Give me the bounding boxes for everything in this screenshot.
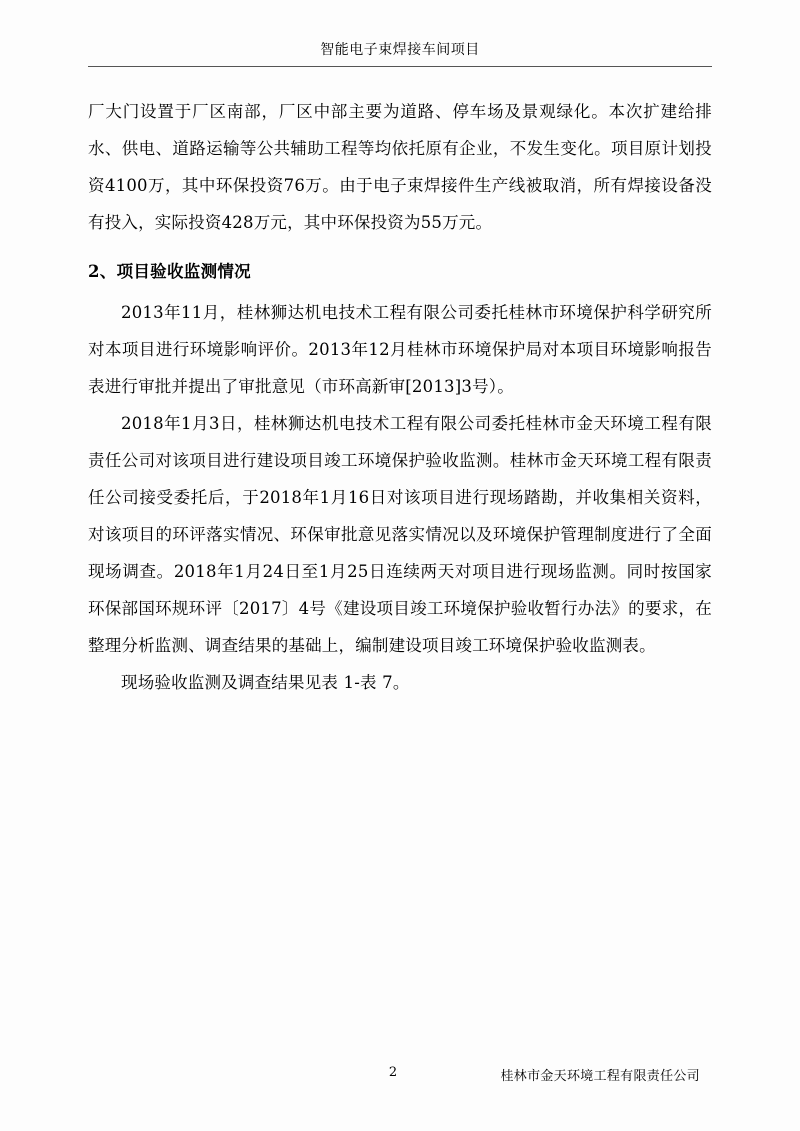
- paragraph-continuation: 厂大门设置于厂区南部，厂区中部主要为道路、停车场及景观绿化。本次扩建给排水、供电、道路运输等公共辅助工程等均依托原有企业，不发生变化。项目原计划投资4100万，其中环保投资76万。由于电子束焊接件生产线被取消，所有焊接设备没有投入，实际投资428万元，其中环保投资为55万元。: [88, 102, 712, 232]
- page-header-title: 智能电子束焊接车间项目: [88, 40, 712, 67]
- spacer: [88, 241, 712, 247]
- page-content: [88, 40, 712, 1090]
- section-heading: 2、项目验收监测情况: [88, 262, 251, 281]
- paragraph-eia-history: 2013年11月，桂林狮达机电技术工程有限公司委托桂林市环境保护科学研究所对本项目进行环境影响评价。2013年12月桂林市环境保护局对本项目环境影响报告表进行审批并提出了审批意见（市环高新审[2013]3号）。: [88, 303, 712, 396]
- paragraph-results-reference: 现场验收监测及调查结果见表 1-表 7。: [121, 673, 410, 692]
- paragraph-acceptance-monitoring: 2018年1月3日，桂林狮达机电技术工程有限公司委托桂林市金天环境工程有限责任公司对该项目进行建设项目竣工环境保护验收监测。桂林市金天环境工程有限责任公司接受委托后，于2018年1月16日对该项目进行现场踏勘，并收集相关资料，对该项目的环评落实情况、环保审批意见落实情况以及环境保护管理制度进行了全面现场调查。2018年1月24日至1月25日连续两天对项目进行现场监测。同时按国家环保部国环规环评〔2017〕4号《建设项目竣工环境保护验收暂行办法》的要求，在整理分析监测、调查结果的基础上，编制建设项目竣工环境保护验收监测表。: [88, 414, 712, 655]
- page-number: 2: [388, 1065, 398, 1080]
- footer-company-name: 桂林市金天环境工程有限责任公司: [500, 1069, 700, 1084]
- page-footer: [88, 1065, 712, 1085]
